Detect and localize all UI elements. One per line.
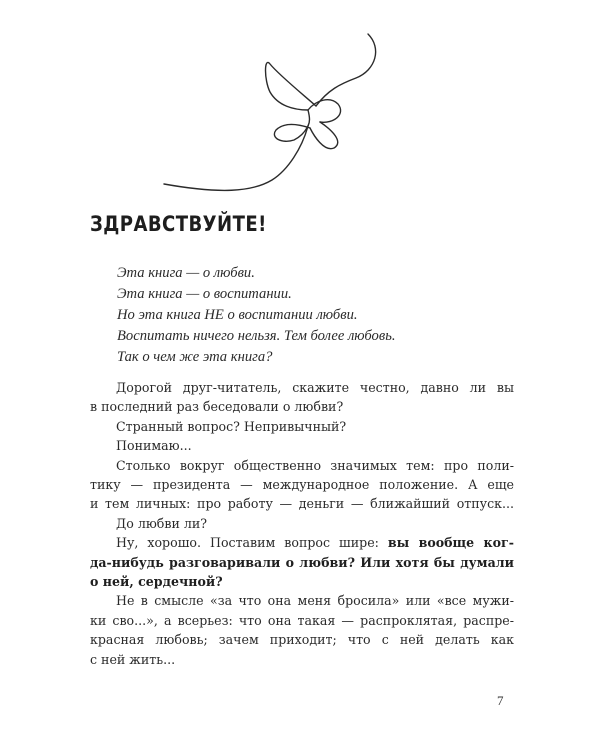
epigraph-line: Эта книга — о любви.	[117, 265, 255, 281]
body-text	[90, 378, 514, 669]
paragraph-line: До любви ли?	[116, 515, 208, 531]
paragraph-line: ки сво...», а всерьез: что она такая — распроклятая, распре-	[90, 612, 514, 628]
paragraph-line: и тем личных: про работу — деньги — ближайший отпуск...	[90, 496, 514, 512]
paragraph-line: да-нибудь разговаривали о любви? Или хотя бы думали	[90, 554, 514, 570]
paragraph-line: с ней жить...	[90, 651, 176, 667]
paragraph-line: красная любовь; зачем приходит; что с ней делать как	[90, 632, 514, 648]
epigraph-line: Так о чем же эта книга?	[117, 349, 273, 365]
page-title: ЗДРАВСТВУЙТЕ!	[90, 212, 267, 236]
plain-text: Ну, хорошо. Поставим вопрос шире:	[116, 535, 388, 551]
epigraph	[117, 263, 517, 368]
butterfly-line-drawing-icon	[160, 30, 400, 200]
paragraph-line: Дорогой друг-читатель, скажите честно, давно ли вы	[116, 380, 514, 395]
paragraph-line: о ней, сердечной?	[90, 574, 223, 590]
paragraph-line	[90, 533, 514, 552]
epigraph-line: Но эта книга НЕ о воспитании любви.	[117, 307, 358, 323]
paragraph-line: Понимаю...	[116, 438, 192, 454]
paragraph-line: Столько вокруг общественно значимых тем: про поли-	[116, 457, 514, 473]
bold-text: вы вообще ког-	[387, 535, 514, 551]
paragraph-line: в последний раз беседовали о любви?	[90, 399, 344, 415]
epigraph-line: Воспитать ничего нельзя. Тем более любовь.	[117, 328, 396, 344]
paragraph-line: тику — президента — международное положение. А еще	[90, 477, 514, 493]
epigraph-line: Эта книга — о воспитании.	[117, 286, 292, 302]
paragraph-line: Не в смысле «за что она меня бросила» или «все мужи-	[116, 593, 514, 609]
page-number: 7	[497, 693, 504, 708]
paragraph-line: Странный вопрос? Непривычный?	[116, 418, 347, 434]
